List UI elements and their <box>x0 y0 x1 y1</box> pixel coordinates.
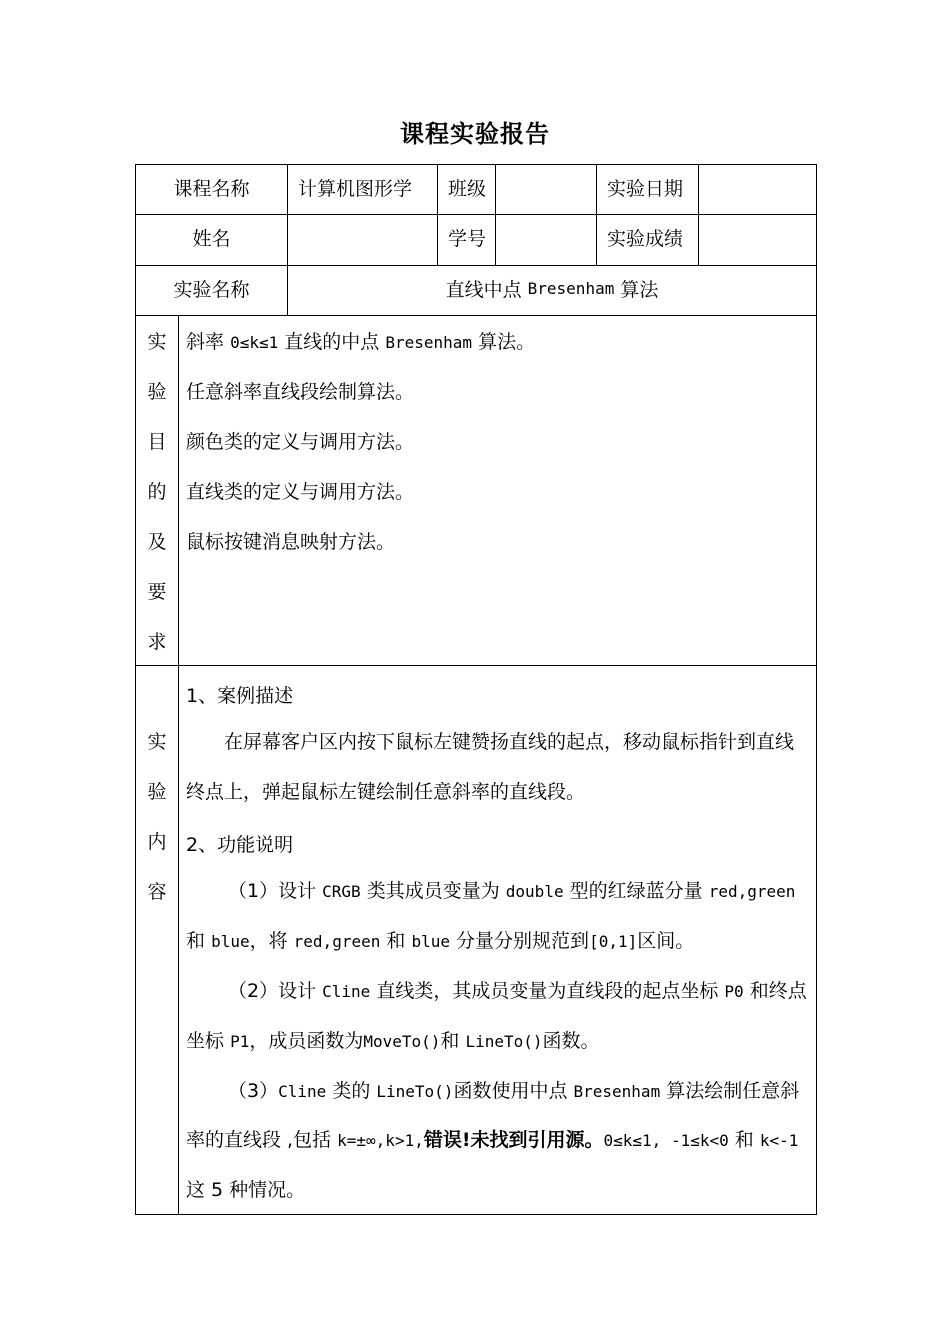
p-text: 率的直线段 ,包括 <box>186 1129 332 1151</box>
experiment-name-prefix: 直线中点 <box>445 279 522 301</box>
section1-line1: 在屏幕客户区内按下鼠标左键赞扬直线的起点，移动鼠标指针到直线 <box>224 731 795 753</box>
p-text: 算法绘制任意斜 <box>666 1080 800 1102</box>
reference-error-text: 错误!未找到引用源。 <box>423 1129 604 1151</box>
paragraph3-line1 <box>228 1076 799 1103</box>
purpose-item-1 <box>186 327 535 354</box>
p-text: 和 <box>186 930 206 952</box>
purpose-item-5: 鼠标按键消息映射方法。 <box>186 531 396 553</box>
experiment-name-label: 实验名称 <box>173 279 250 301</box>
purpose-label-char: 的 <box>147 481 167 503</box>
p-code: blue <box>211 932 250 951</box>
p-code: double <box>505 882 564 901</box>
p-text: 类的 <box>332 1080 371 1102</box>
p-text: 坐标 <box>186 1030 225 1052</box>
p-code: Bresenham <box>573 1082 661 1101</box>
p-text: 和 <box>386 930 406 952</box>
purpose-label-char: 验 <box>147 381 167 403</box>
purpose-label-char: 要 <box>147 581 167 603</box>
purpose-label-char: 求 <box>147 631 167 653</box>
date-value[interactable] <box>699 165 816 210</box>
purpose-item-text: 斜率 <box>186 331 225 353</box>
content-label-char: 实 <box>147 731 167 753</box>
p-text: ，将 <box>249 930 288 952</box>
table-border-right <box>816 164 817 1215</box>
experiment-name-suffix: 算法 <box>620 279 659 301</box>
p-code: k<-1 <box>759 1131 799 1150</box>
content-label-char: 验 <box>147 781 167 803</box>
paragraph1-line1 <box>228 876 795 903</box>
score-label: 实验成绩 <box>607 228 684 250</box>
purpose-item-3: 颜色类的定义与调用方法。 <box>186 431 415 453</box>
purpose-label-char: 目 <box>147 431 167 453</box>
table-divider-v <box>178 315 179 1215</box>
p-text: 区间。 <box>637 930 695 952</box>
p-code: [0,1] <box>589 932 638 951</box>
score-value[interactable] <box>699 215 816 260</box>
p-text: 直线类，其成员变量为直线段的起点坐标 <box>376 980 719 1002</box>
paragraph3-line2 <box>186 1125 798 1152</box>
p-text: 和 <box>734 1129 754 1151</box>
table-divider <box>135 315 817 316</box>
p-text: 类其成员变量为 <box>366 880 500 902</box>
purpose-item-formula: 0≤k≤1 <box>230 333 279 352</box>
class-label: 班级 <box>448 178 487 200</box>
paragraph1-line2 <box>186 926 694 953</box>
p-text: （3） <box>228 1080 279 1102</box>
purpose-item-text: 算法。 <box>478 331 536 353</box>
section1-line2: 终点上，弹起鼠标左键绘制任意斜率的直线段。 <box>186 781 586 803</box>
p-code: MoveTo() <box>363 1032 441 1051</box>
p-text: 函数。 <box>542 1030 600 1052</box>
p-text: ，成员函数为 <box>249 1030 364 1052</box>
p-text: 和 <box>440 1030 460 1052</box>
p-code: 0≤k≤1, -1≤k<0 <box>603 1131 729 1150</box>
table-border-left <box>135 164 136 1215</box>
purpose-item-algo: Bresenham <box>385 333 473 352</box>
p-code: blue <box>411 932 450 951</box>
purpose-item-text: 直线的中点 <box>284 331 380 353</box>
experiment-name-algo: Bresenham <box>527 279 615 298</box>
p-code: Cline <box>322 982 371 1001</box>
experiment-name-value <box>288 266 816 311</box>
report-title: 课程实验报告 <box>400 120 550 148</box>
p-code: LineTo() <box>376 1082 454 1101</box>
p-code: red,green <box>293 932 381 951</box>
p-code: P1 <box>230 1032 250 1051</box>
student-name-value[interactable] <box>288 215 437 260</box>
paragraph3-line3: 这 5 种情况。 <box>186 1179 306 1201</box>
p-text: 和终点 <box>749 980 807 1002</box>
p-text: （2）设计 <box>228 980 317 1002</box>
section2-heading: 2、功能说明 <box>186 834 294 856</box>
p-code: k=±∞,k>1, <box>337 1131 424 1150</box>
p-text: 分量分别规范到 <box>456 930 590 952</box>
p-code: CRGB <box>322 882 361 901</box>
purpose-label-char: 及 <box>147 531 167 553</box>
purpose-item-2: 任意斜率直线段绘制算法。 <box>186 381 415 403</box>
class-value[interactable] <box>496 165 596 210</box>
p-text: 型的红绿蓝分量 <box>569 880 703 902</box>
p-code: red,green <box>708 882 796 901</box>
student-id-value[interactable] <box>496 215 596 260</box>
purpose-item-4: 直线类的定义与调用方法。 <box>186 481 415 503</box>
course-name-label: 课程名称 <box>173 178 250 200</box>
table-border-bottom <box>135 1214 817 1215</box>
section1-heading: 1、案例描述 <box>186 685 294 707</box>
p-text: 函数使用中点 <box>453 1080 568 1102</box>
course-name-value: 计算机图形学 <box>298 178 413 200</box>
purpose-label-char: 实 <box>147 331 167 353</box>
p-code: Cline <box>278 1082 327 1101</box>
paragraph2-line1 <box>228 976 807 1003</box>
p-text: （1）设计 <box>228 880 317 902</box>
paragraph2-line2 <box>186 1026 600 1053</box>
student-name-label: 姓名 <box>192 228 231 250</box>
content-label-char: 容 <box>147 881 167 903</box>
student-id-label: 学号 <box>448 228 487 250</box>
date-label: 实验日期 <box>607 178 684 200</box>
p-code: P0 <box>724 982 744 1001</box>
content-label-char: 内 <box>147 831 167 853</box>
p-code: LineTo() <box>465 1032 543 1051</box>
table-divider <box>135 665 817 666</box>
